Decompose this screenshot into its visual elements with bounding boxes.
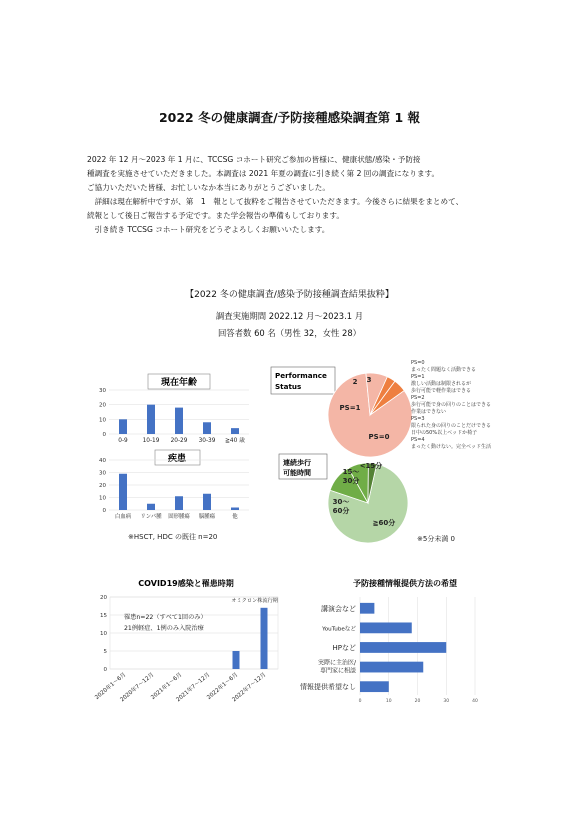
ps-slice-label: 2 xyxy=(352,378,358,386)
disease-ytick: 20 xyxy=(99,483,106,489)
vaccine-ytick: HPなど xyxy=(332,643,356,652)
covid-xtick: 2022年1～6月 xyxy=(206,671,240,702)
age-bar xyxy=(119,419,127,434)
disease-xtick: 白血病 xyxy=(114,514,132,520)
vaccine-bar xyxy=(360,642,446,653)
ps-slice-label: 3 xyxy=(366,376,372,384)
covid-ytick: 20 xyxy=(100,595,107,601)
ps-legend-line: 日中の50%以上ベッドか椅子 xyxy=(411,430,478,436)
ps-legend-line: PS=4 xyxy=(411,437,425,443)
walk-slice-label: 30～ xyxy=(332,498,350,506)
vaccine-ytick: YouTubeなど xyxy=(322,626,356,633)
walking-time-chart xyxy=(267,448,427,543)
covid-xtick: 2021年7～12月 xyxy=(175,671,212,704)
walk-footnote: ※5分未満 0 xyxy=(417,535,455,543)
disease-bar xyxy=(119,474,127,510)
age-bar xyxy=(203,422,211,434)
intro-line-1: 2022 年 12 月～2023 年 1 月に、TCCSG コホート研究ご参加の皆様に、健康状態/感染・予防接 xyxy=(87,155,421,164)
vaccine-info-chart xyxy=(290,575,490,710)
ps-legend-line: 歩行可能で身の回りのことはできる xyxy=(411,402,492,408)
vaccine-xtick: 10 xyxy=(385,699,392,704)
vaccine-xtick: 30 xyxy=(443,699,450,704)
intro-line-4: 詳細は現在解析中ですが、第 1 報として抜粋をご報告させていただきます。今後さらに結果をまとめて、 xyxy=(87,197,464,206)
disease-bar xyxy=(231,508,239,511)
covid-annotation-severity: 21例軽症、1例のみ入院治療 xyxy=(124,625,204,632)
age-xtick: 20-29 xyxy=(170,438,188,444)
ps-title-line1: Performance xyxy=(275,371,327,380)
walk-title-line2: 可能時間 xyxy=(283,469,311,477)
age-bar xyxy=(147,405,155,434)
vaccine-bar xyxy=(360,681,389,692)
covid-ytick: 0 xyxy=(103,667,107,673)
covid-xtick: 2020年1～6月 xyxy=(94,671,128,702)
ps-legend-line: 歩行可能で軽作業はできる xyxy=(411,388,472,394)
walk-slice-label: 15～ xyxy=(342,468,360,476)
respondents-count: 回答者数 60 名（男性 32，女性 28） xyxy=(217,328,362,338)
covid-ytick: 10 xyxy=(100,631,107,637)
disease-ytick: 40 xyxy=(99,458,106,464)
walk-slice-label: 30分 xyxy=(342,477,360,485)
vaccine-chart-title: 予防接種情報提供方法の希望 xyxy=(353,579,457,588)
ps-legend-line: PS=3 xyxy=(411,416,425,422)
page-title: 2022 冬の健康調査/予防接種感染調査第 1 報 xyxy=(158,110,421,125)
disease-bar xyxy=(203,494,211,510)
age-xtick: 10-19 xyxy=(142,438,160,444)
vaccine-ytick: 講演会など xyxy=(321,604,356,613)
ps-legend-line: PS=1 xyxy=(411,374,425,380)
age-chart xyxy=(85,368,255,450)
ps-legend-line: まったく問題なく活動できる xyxy=(411,367,477,373)
age-xtick: 30-39 xyxy=(198,438,216,444)
ps-legend-line: 作業はできない xyxy=(411,409,447,415)
disease-xtick: リンパ腫 xyxy=(140,514,162,520)
age-ytick: 30 xyxy=(99,388,106,394)
vaccine-bar xyxy=(360,603,374,614)
covid-annotation-omicron: オミクロン株流行期 xyxy=(231,598,278,604)
ps-legend-line: 激しい活動は制限されるが xyxy=(411,381,472,387)
disease-ytick: 10 xyxy=(99,495,106,502)
age-chart-title: 現在年齢 xyxy=(160,378,198,388)
disease-xtick: 脳腫瘍 xyxy=(198,514,216,520)
covid-bar xyxy=(233,651,240,669)
ps-legend xyxy=(411,360,521,451)
covid-xtick: 2022年7～12月 xyxy=(231,671,268,704)
disease-xtick: 固形腫瘍 xyxy=(168,514,190,520)
disease-ytick: 30 xyxy=(99,470,106,477)
disease-ytick: 0 xyxy=(102,508,106,514)
intro-line-6: 引き続き TCCSG コホート研究をどうぞよろしくお願いいたします。 xyxy=(87,225,330,234)
age-ytick: 0 xyxy=(102,432,106,438)
covid-ytick: 15 xyxy=(100,613,107,619)
intro-line-3: ご協力いただいた皆様、お忙しいなか本当にありがとうございました。 xyxy=(87,183,330,192)
walk-slice-label: ≧60分 xyxy=(372,519,396,527)
vaccine-xtick: 40 xyxy=(472,699,478,704)
ps-legend-line: PS=0 xyxy=(411,360,425,366)
covid-chart xyxy=(82,575,287,720)
covid-xtick: 2021年1～6月 xyxy=(150,671,184,702)
survey-period: 調査実施期間 2022.12 月～2023.1 月 xyxy=(215,311,364,321)
disease-chart xyxy=(85,448,255,528)
walk-slice-label: 60分 xyxy=(332,507,350,515)
ps-legend-line: PS=2 xyxy=(411,395,425,401)
vaccine-bar xyxy=(360,622,412,633)
walk-title-line1: 連続歩行 xyxy=(283,459,311,467)
vaccine-ytick: 実際に主治医/ xyxy=(317,659,356,667)
covid-annotation-total: 罹患n=22（すべて1回のみ） xyxy=(124,614,207,621)
walk-slice-label: <15分 xyxy=(359,462,383,470)
ps-legend-line: 限られた身の回りのことだけできる xyxy=(411,423,492,429)
intro-line-2: 種調査を実施させていただきました。本調査は 2021 年夏の調査に引き続く第 2 回の調査になります。 xyxy=(87,169,440,178)
disease-chart-title: 疾患 xyxy=(167,454,187,464)
intro-line-5: 続報として後日ご報告する予定です。また学会報告の準備もしております。 xyxy=(87,211,344,220)
covid-chart-title: COVID19感染と罹患時期 xyxy=(138,579,234,588)
age-xtick: ≧40 歳 xyxy=(225,438,245,444)
age-bar xyxy=(175,408,183,434)
ps-title-line2: Status xyxy=(275,382,302,391)
age-ytick: 20 xyxy=(99,402,106,409)
disease-xtick: 他 xyxy=(232,514,238,520)
vaccine-bar xyxy=(360,662,423,673)
disease-bar xyxy=(175,496,183,510)
covid-ytick: 5 xyxy=(103,649,107,655)
vaccine-xtick: 20 xyxy=(414,699,421,704)
age-ytick: 10 xyxy=(99,417,106,424)
ps-slice-label: PS=1 xyxy=(339,404,361,412)
vaccine-ytick: 情報提供希望なし xyxy=(300,683,356,692)
ps-slice-label: PS=0 xyxy=(368,433,390,441)
ps-legend-line: まったく動けない。完全ベッド生活 xyxy=(411,444,492,450)
age-xtick: 0-9 xyxy=(118,438,128,444)
covid-bar xyxy=(261,608,268,669)
age-bar xyxy=(231,428,239,434)
results-header: 【2022 冬の健康調査/感染予防接種調査結果抜粋】 xyxy=(185,290,394,300)
vaccine-ytick: 専門家に相談 xyxy=(319,667,356,675)
disease-bar xyxy=(147,504,155,510)
covid-xtick: 2020年7～12月 xyxy=(119,671,156,704)
hsct-footnote: ※HSCT, HDC の既往 n=20 xyxy=(128,533,218,541)
vaccine-xtick: 0 xyxy=(358,699,362,704)
